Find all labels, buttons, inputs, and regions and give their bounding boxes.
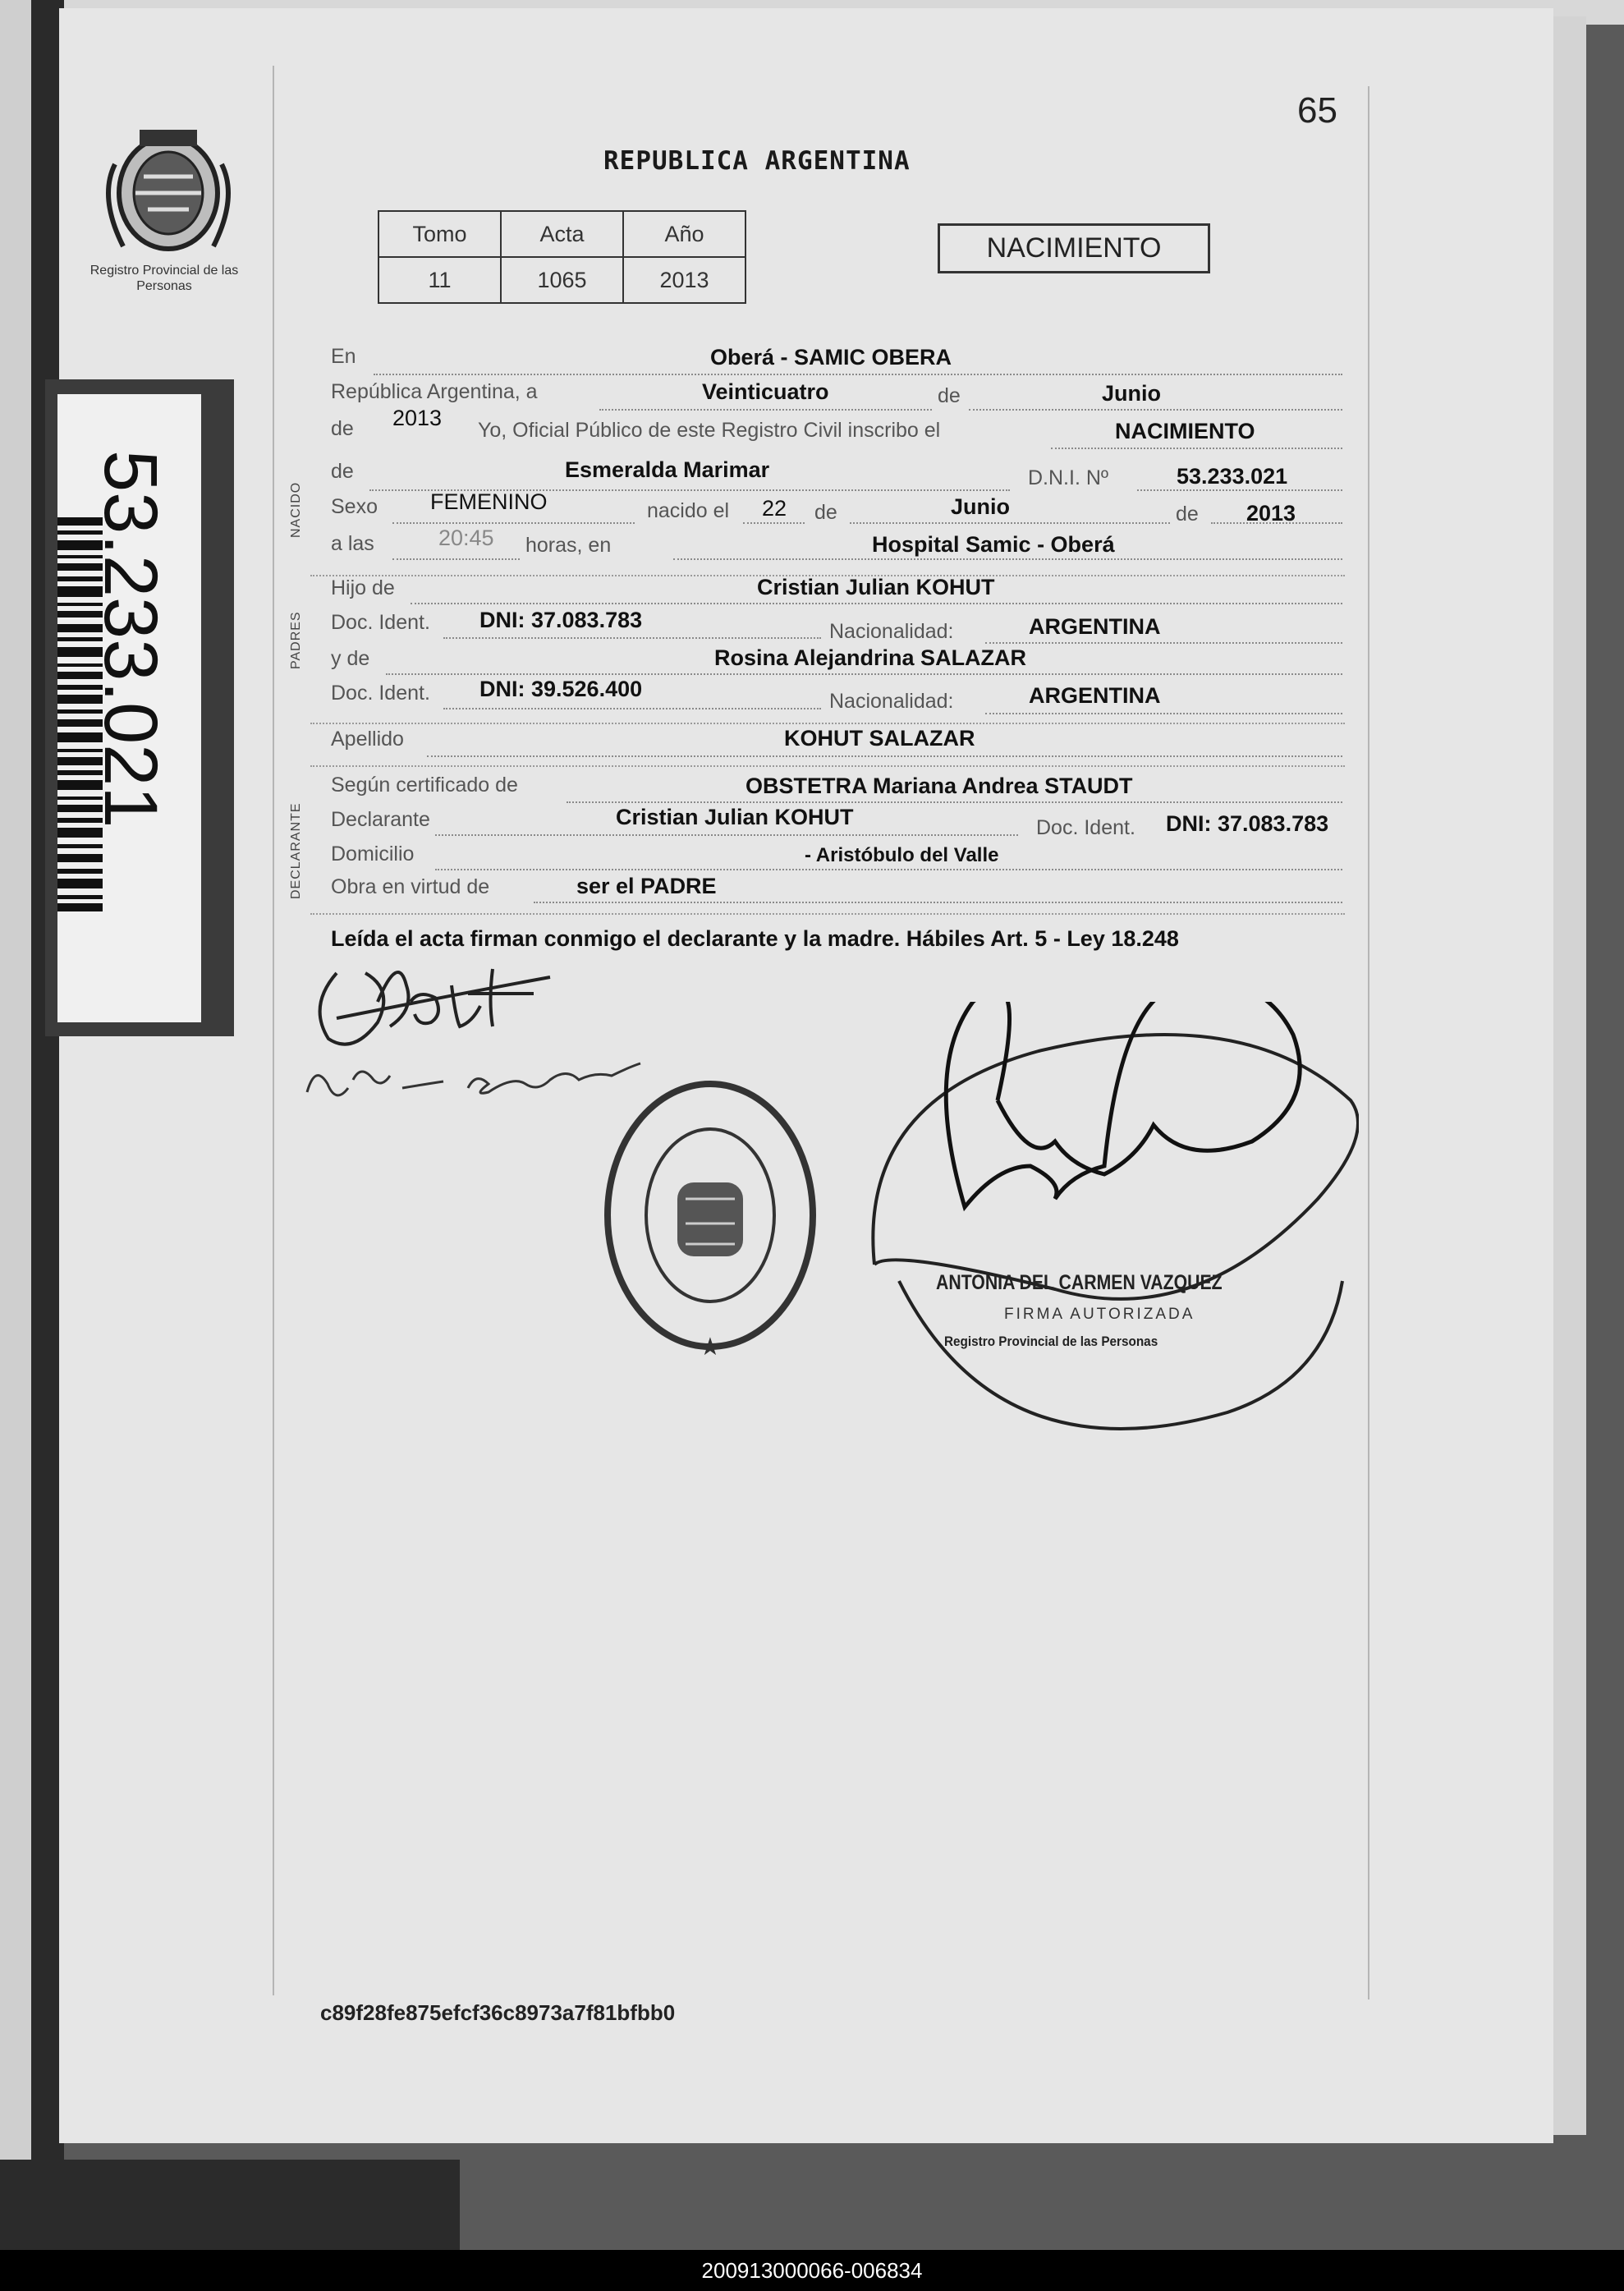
left-page-edge: [0, 0, 31, 2184]
value-act: NACIMIENTO: [1115, 419, 1255, 443]
label-de4: de: [814, 501, 837, 524]
value-mother-doc: DNI: 39.526.400: [479, 677, 643, 701]
value-tomo: 11: [378, 257, 501, 303]
svg-text:★: ★: [699, 1334, 722, 1361]
document-hash: c89f28fe875efcf36c8973a7f81bfbb0: [320, 2000, 676, 2025]
label-nacido: nacido el: [647, 499, 730, 522]
value-father-nat: ARGENTINA: [1029, 614, 1161, 639]
header-acta: Acta: [501, 211, 623, 257]
bottom-shadow: [0, 2160, 460, 2250]
value-surname: KOHUT SALAZAR: [784, 726, 975, 751]
value-birth-place: Hospital Samic - Oberá: [872, 532, 1115, 557]
closing-text: Leída el acta firman conmigo el declarante y la madre. Hábiles Art. 5 - Ley 18.248: [331, 926, 1179, 951]
value-mother: Rosina Alejandrina SALAZAR: [714, 645, 1027, 670]
line-birth-place: [673, 558, 1342, 560]
label-inscribo: Yo, Oficial Público de este Registro Civil inscribo el: [478, 419, 941, 442]
line-father: [411, 603, 1342, 604]
line-birth-day: [743, 522, 805, 524]
label-docident3: Doc. Ident.: [1036, 816, 1135, 839]
line-en: [374, 374, 1342, 375]
value-father-doc: DNI: 37.083.783: [479, 608, 643, 632]
separator-2: [310, 723, 1345, 724]
value-birth-month: Junio: [951, 494, 1010, 519]
document-title: REPUBLICA ARGENTINA: [603, 146, 911, 176]
line-month: [969, 409, 1342, 411]
logo-caption: Registro Provincial de las Personas: [89, 264, 239, 293]
line-certificate: [567, 801, 1342, 803]
label-de3: de: [331, 460, 354, 483]
value-mother-nat: ARGENTINA: [1029, 683, 1161, 708]
official-signature-stamp: [866, 1002, 1359, 1445]
value-anio: 2013: [623, 257, 745, 303]
line-mother: [386, 673, 1342, 675]
separator-4: [310, 913, 1345, 915]
value-birth-year: 2013: [1246, 501, 1296, 526]
margin-line-right: [1368, 86, 1369, 1999]
line-time: [392, 558, 520, 560]
value-birth-day: 22: [762, 496, 787, 521]
value-year: 2013: [392, 406, 443, 430]
label-docident2: Doc. Ident.: [331, 682, 430, 705]
label-de5: de: [1176, 503, 1199, 526]
header-tomo: Tomo: [378, 211, 501, 257]
line-capacity: [534, 902, 1342, 903]
label-apellido: Apellido: [331, 728, 404, 751]
label-dni: D.N.I. Nº: [1028, 466, 1109, 489]
label-nacionalidad2: Nacionalidad:: [829, 690, 954, 713]
value-place: Oberá - SAMIC OBERA: [710, 345, 952, 370]
line-day: [599, 409, 932, 411]
value-acta: 1065: [501, 257, 623, 303]
label-segun: Según certificado de: [331, 774, 518, 797]
label-nacionalidad: Nacionalidad:: [829, 620, 954, 643]
value-declarant: Cristian Julian KOHUT: [616, 805, 854, 829]
value-father: Cristian Julian KOHUT: [757, 575, 995, 599]
footer-id: 200913000066-006834: [0, 2250, 1624, 2291]
label-de2: de: [331, 417, 354, 440]
record-type-box: NACIMIENTO: [938, 223, 1210, 273]
value-sex: FEMENINO: [430, 489, 548, 514]
value-capacity: ser el PADRE: [576, 874, 717, 898]
label-republica: República Argentina, a: [331, 380, 538, 403]
value-name: Esmeralda Marimar: [565, 457, 770, 482]
label-declarante: Declarante: [331, 808, 430, 831]
official-name: ANTONIA DEL CARMEN VAZQUEZ: [936, 1271, 1223, 1294]
label-alas: a las: [331, 532, 374, 555]
value-address: - Aristóbulo del Valle: [805, 844, 999, 866]
line-act: [1051, 448, 1342, 449]
value-declarant-doc: DNI: 37.083.783: [1166, 811, 1329, 836]
line-surname: [427, 755, 1342, 757]
line-dni: [1137, 489, 1342, 491]
record-table: [378, 210, 746, 304]
value-day: Veinticuatro: [702, 379, 829, 404]
line-father-nat: [985, 642, 1342, 644]
section-nacido: NACIDO: [289, 481, 303, 538]
line-sex: [392, 522, 635, 524]
label-docident: Doc. Ident.: [331, 611, 430, 634]
page-number: 65: [1297, 90, 1337, 131]
line-address: [435, 869, 1342, 870]
line-birth-month: [850, 522, 1170, 524]
section-declarante: DECLARANTE: [289, 802, 303, 899]
value-time: 20:45: [438, 526, 494, 550]
separator-3: [310, 765, 1345, 767]
round-seal: [595, 1059, 825, 1363]
margin-line-left: [273, 66, 274, 1995]
line-father-doc: [443, 637, 821, 639]
value-certificate: OBSTETRA Mariana Andrea STAUDT: [745, 774, 1133, 798]
label-yde: y de: [331, 647, 370, 670]
dni-stub-number: [82, 443, 189, 953]
label-hijo: Hijo de: [331, 576, 395, 599]
line-mother-nat: [985, 713, 1342, 714]
value-month: Junio: [1102, 381, 1161, 406]
svg-text:53.233.021: 53.233.021: [89, 450, 172, 829]
header-anio: Año: [623, 211, 745, 257]
label-horas: horas, en: [525, 534, 612, 557]
label-obra: Obra en virtud de: [331, 875, 490, 898]
line-mother-doc: [443, 708, 821, 709]
official-institution: Registro Provincial de las Personas: [944, 1334, 1158, 1349]
label-de: de: [938, 384, 961, 407]
value-dni: 53.233.021: [1177, 464, 1288, 489]
coat-of-arms-logo: [99, 115, 238, 263]
label-en: En: [331, 345, 356, 368]
official-role: FIRMA AUTORIZADA: [1004, 1306, 1195, 1323]
label-domicilio: Domicilio: [331, 842, 415, 865]
label-sexo: Sexo: [331, 495, 378, 518]
section-padres: PADRES: [289, 611, 303, 669]
line-declarant: [435, 834, 1018, 836]
